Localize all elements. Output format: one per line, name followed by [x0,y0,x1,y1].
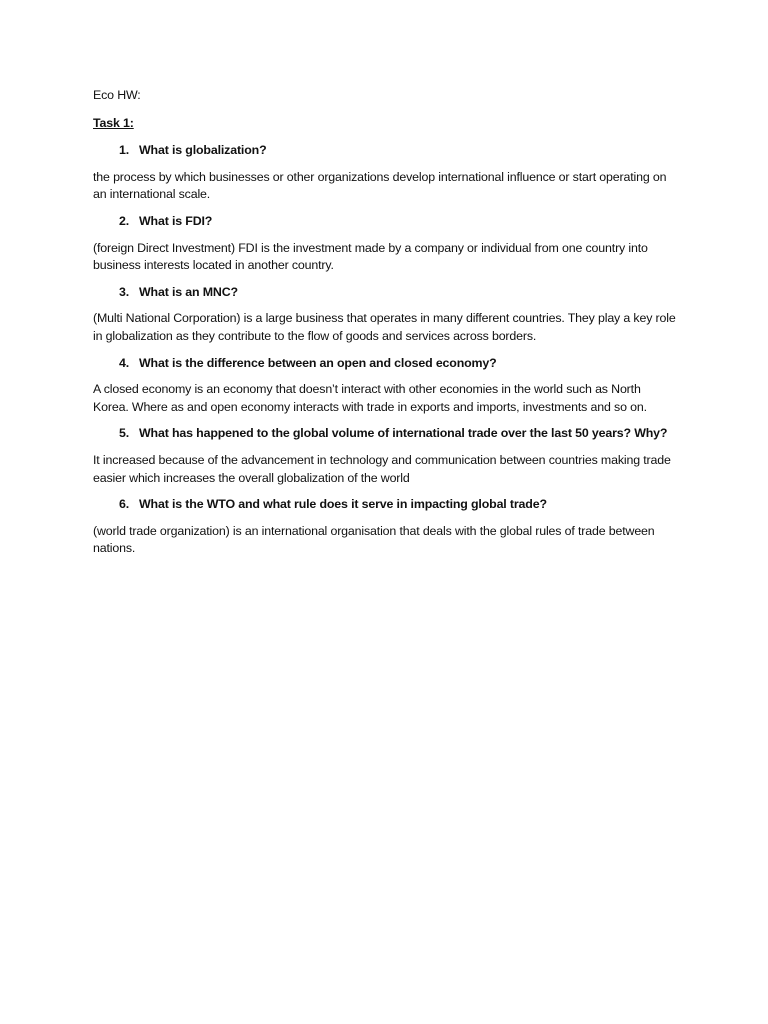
question-text: What is the difference between an open and closed economy? [139,355,497,370]
question-6 [93,496,678,514]
question-number: 6. [118,497,129,512]
document-page [93,87,678,567]
document-title: Eco HW: [93,88,141,102]
answer-5: It increased because of the advancement in technology and communication between countries making trade easier which increases the overall globalization of the world [93,452,671,485]
question-number: 5. [118,426,129,441]
question-1 [93,142,678,160]
question-text: What has happened to the global volume of international trade over the last 50 years? Why? [139,426,668,441]
question-3 [93,284,678,302]
answer-3: (Multi National Corporation) is a large business that operates in many different countries. They play a key role in globalization as they contribute to the flow of goods and services across borders. [93,311,676,343]
question-number: 2. [118,213,129,228]
answer-6: (world trade organization) is an international organisation that deals with the global rules of trade between nations. [93,523,655,556]
answer-2: (foreign Direct Investment) FDI is the investment made by a company or individual from one country into business interests located in another country. [93,240,648,273]
question-text: What is an MNC? [139,284,238,299]
question-4 [93,355,678,373]
question-number: 1. [118,143,129,158]
question-text: What is FDI? [139,213,213,228]
question-text: What is the WTO and what rule does it serve in impacting global trade? [139,497,547,512]
answer-4: A closed economy is an economy that doesn’t interact with other economies in the world such as North Korea. Where as and open economy interacts with trade in exports and imports, investments and so on. [93,382,647,414]
task-heading: Task 1: [93,115,134,130]
answer-1: the process by which businesses or other organizations develop international influence or start operating on an international scale. [93,169,667,202]
question-text: What is globalization? [139,143,267,158]
question-5 [93,425,678,443]
question-2 [93,213,678,231]
question-number: 4. [118,355,129,370]
question-number: 3. [118,284,129,299]
